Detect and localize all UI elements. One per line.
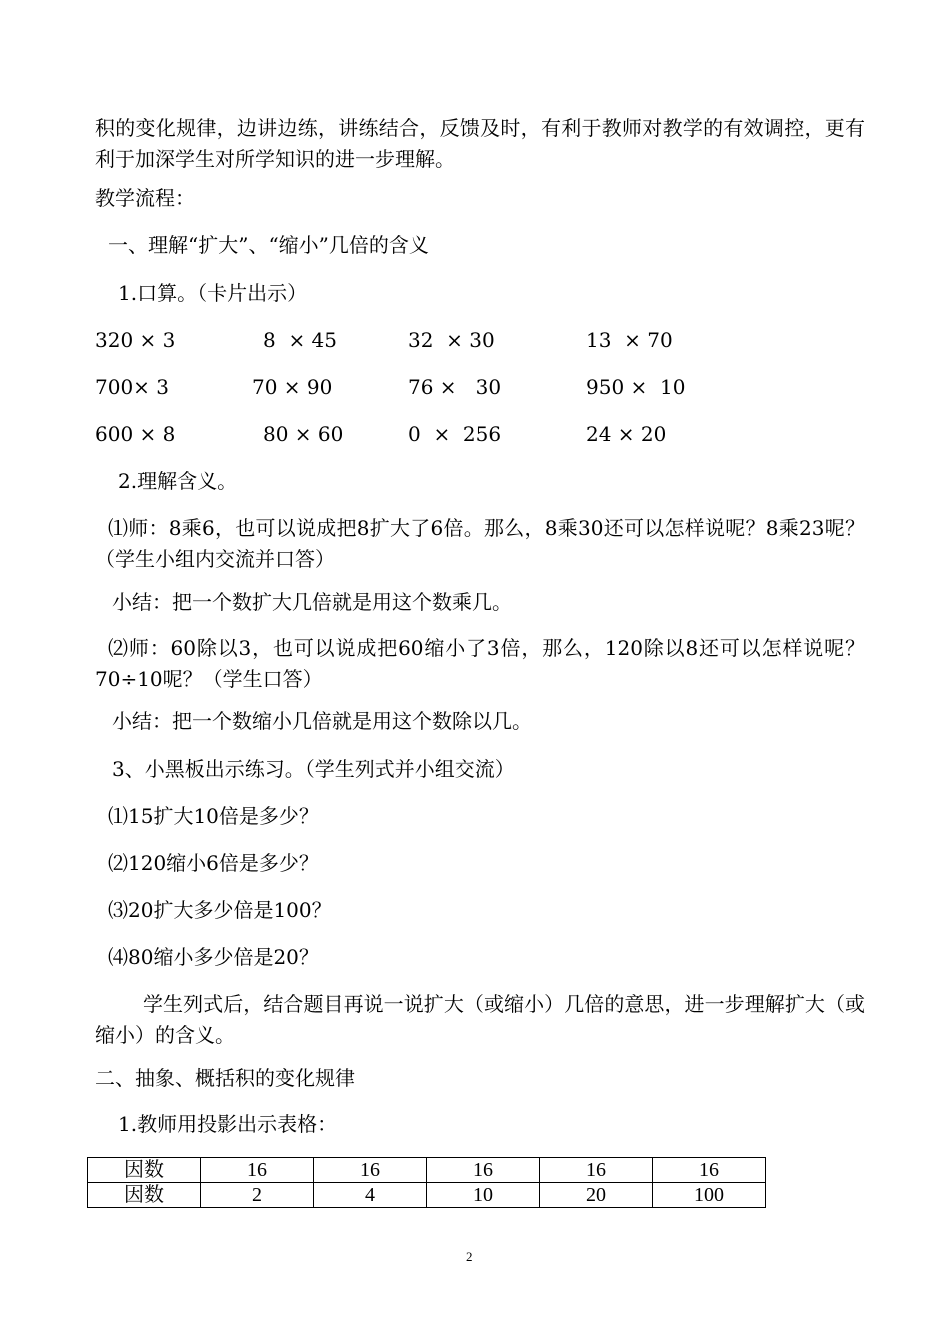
table-row — [88, 1183, 766, 1208]
oral-calc-item: 80 × 60 — [263, 422, 344, 446]
oral-calc-item: 700× 3 — [95, 375, 170, 399]
table-cell: 因数 — [88, 1158, 201, 1183]
page-number: 2 — [466, 1249, 473, 1264]
question-1: ⑴师：8乘6，也可以说成把8扩大了6倍。那么，8乘30还可以怎样说呢？8乘23呢？（学生小组内交流并口答） — [95, 516, 865, 571]
section2-heading: 二、抽象、概括积的变化规律 — [95, 1066, 355, 1090]
oral-calc-item: 13 × 70 — [586, 328, 673, 352]
oral-calc-item: 76 × 30 — [408, 375, 502, 399]
table-cell: 因数 — [88, 1183, 201, 1208]
table-cell: 10 — [427, 1183, 540, 1208]
oral-calc-item: 320 × 3 — [95, 328, 176, 352]
table-cell: 4 — [314, 1183, 427, 1208]
table-cell: 2 — [201, 1183, 314, 1208]
table-cell: 100 — [653, 1183, 766, 1208]
practice-label: 3、小黑板出示练习。（学生列式并小组交流） — [112, 757, 515, 781]
oral-calc-item: 70 × 90 — [252, 375, 333, 399]
flow-title: 教学流程： — [95, 186, 195, 210]
exercise-item: ⑴15扩大10倍是多少？ — [108, 804, 319, 828]
summary-2: 小结：把一个数缩小几倍就是用这个数除以几。 — [112, 709, 532, 733]
exercise-item: ⑷80缩小多少倍是20？ — [108, 945, 319, 969]
table-cell: 16 — [653, 1158, 766, 1183]
oral-calc-row — [95, 420, 815, 448]
exercise-item: ⑶20扩大多少倍是100？ — [108, 898, 332, 922]
oral-calc-row — [95, 326, 815, 354]
question-2: ⑵师：60除以3，也可以说成把60缩小了3倍，那么，120除以8还可以怎样说呢？70÷10呢？（学生口答） — [95, 636, 865, 691]
table-cell: 16 — [427, 1158, 540, 1183]
closing-paragraph: 学生列式后，结合题目再说一说扩大（或缩小）几倍的意思，进一步理解扩大（或缩小）的含义。 — [95, 992, 865, 1047]
oral-calc-item: 24 × 20 — [586, 422, 667, 446]
projection-table-label: 1.教师用投影出示表格： — [118, 1112, 338, 1136]
table-row — [88, 1158, 766, 1183]
intro-paragraph: 积的变化规律，边讲边练，讲练结合，反馈及时，有利于教师对教学的有效调控，更有利于加深学生对所学知识的进一步理解。 — [95, 116, 865, 171]
oral-calc-item: 8 × 45 — [263, 328, 338, 352]
oral-calc-item: 0 × 256 — [408, 422, 502, 446]
oral-calc-item: 32 × 30 — [408, 328, 495, 352]
factor-table — [87, 1157, 766, 1208]
oral-calc-row — [95, 373, 815, 401]
section1-heading: 一、理解“扩大”、“缩小”几倍的含义 — [108, 233, 429, 257]
oral-calc-item: 950 × 10 — [586, 375, 686, 399]
table-cell: 20 — [540, 1183, 653, 1208]
table-cell: 16 — [314, 1158, 427, 1183]
understand-meaning-label: 2.理解含义。 — [118, 469, 238, 493]
summary-1: 小结：把一个数扩大几倍就是用这个数乘几。 — [112, 590, 512, 614]
table-cell: 16 — [540, 1158, 653, 1183]
oral-calc-label: 1.口算。（卡片出示） — [118, 281, 308, 305]
exercise-item: ⑵120缩小6倍是多少？ — [108, 851, 319, 875]
table-cell: 16 — [201, 1158, 314, 1183]
oral-calc-item: 600 × 8 — [95, 422, 176, 446]
